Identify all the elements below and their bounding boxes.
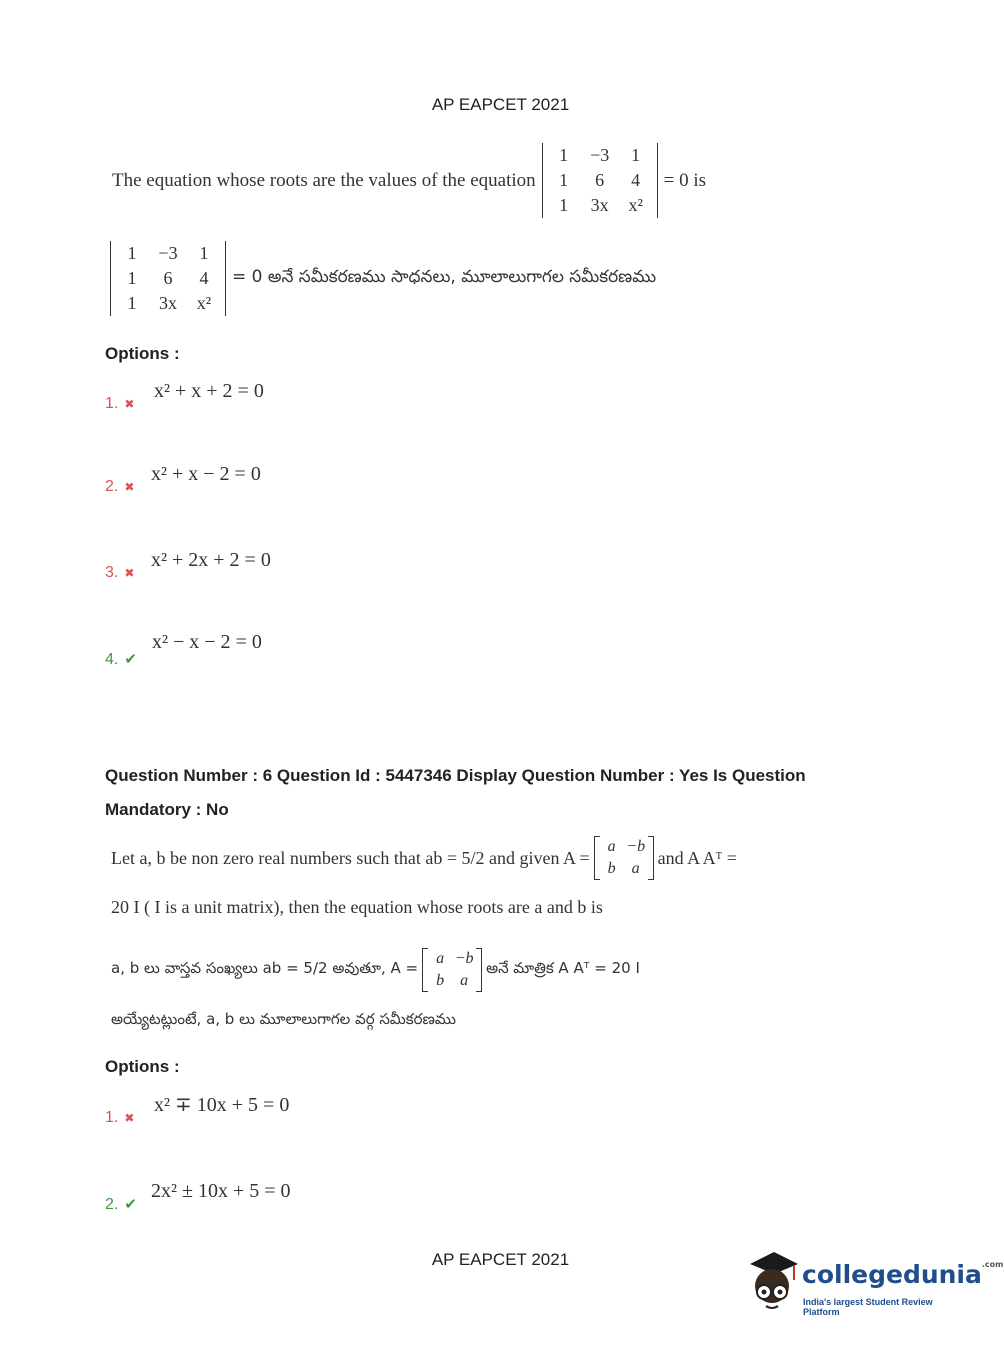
det-cell: −3 bbox=[158, 243, 178, 263]
page-footer: AP EAPCET 2021 bbox=[431, 1250, 570, 1269]
wrong-mark-icon: ✖ bbox=[124, 566, 135, 580]
question-text-telugu bbox=[110, 241, 656, 316]
question-6-english-line1 bbox=[111, 836, 737, 880]
matrix-cell: b bbox=[436, 972, 445, 989]
option-row-3 bbox=[105, 564, 134, 582]
det-cell: 1 bbox=[127, 243, 137, 263]
option-row-2 bbox=[105, 478, 134, 496]
question-text: a, b లు వాస్తవ సంఖ్యలు ab = 5/2 అవుతూ, A = bbox=[111, 959, 419, 977]
question-6-english-line2: 20 I ( I is a unit matrix), then the equation whose roots are a and b is bbox=[111, 897, 603, 917]
question-text: and A Aᵀ = bbox=[657, 847, 737, 868]
matrix-cell: a bbox=[607, 838, 616, 855]
options-label: Options : bbox=[105, 344, 180, 363]
option-number: 3. bbox=[105, 564, 119, 581]
question-meta-mandatory: Mandatory : No bbox=[105, 800, 229, 819]
option-number: 1. bbox=[105, 1109, 119, 1126]
determinant-english bbox=[542, 143, 658, 218]
wrong-mark-icon: ✖ bbox=[124, 397, 135, 411]
correct-mark-icon: ✔ bbox=[124, 1196, 137, 1213]
question-text-english bbox=[112, 143, 706, 218]
mascot-icon bbox=[742, 1250, 802, 1314]
matrix-cell: −b bbox=[454, 950, 474, 967]
option-expression: x² + x + 2 = 0 bbox=[154, 380, 264, 402]
correct-mark-icon: ✔ bbox=[124, 651, 137, 668]
det-cell: 6 bbox=[595, 170, 605, 190]
option-expression: x² + 2x + 2 = 0 bbox=[151, 549, 271, 571]
det-cell: 4 bbox=[631, 170, 641, 190]
option-number: 1. bbox=[105, 395, 119, 412]
logo-tagline: India's largest Student Review Platform bbox=[803, 1297, 933, 1317]
option-row-2 bbox=[105, 1195, 137, 1214]
page-header: AP EAPCET 2021 bbox=[431, 95, 570, 114]
question-6-telugu-line1 bbox=[111, 948, 640, 992]
det-cell: x² bbox=[628, 195, 643, 215]
det-cell: 3x bbox=[590, 195, 609, 215]
matrix-cell: a bbox=[631, 860, 640, 877]
determinant-telugu bbox=[110, 241, 226, 316]
options-label: Options : bbox=[105, 1057, 180, 1076]
det-cell: 1 bbox=[559, 145, 569, 165]
option-number: 2. bbox=[105, 1196, 119, 1213]
option-row-1 bbox=[105, 1109, 134, 1127]
wrong-mark-icon: ✖ bbox=[124, 480, 135, 494]
det-cell: 1 bbox=[127, 268, 137, 288]
det-cell: 1 bbox=[199, 243, 209, 263]
det-cell: x² bbox=[196, 293, 212, 313]
matrix-cell: b bbox=[607, 860, 616, 877]
logo-text bbox=[802, 1260, 1004, 1289]
matrix-A bbox=[594, 836, 654, 880]
matrix-cell: −b bbox=[626, 838, 646, 855]
det-cell: 1 bbox=[127, 293, 137, 313]
question-text-suffix: = 0 is bbox=[663, 169, 707, 191]
det-cell: 1 bbox=[559, 195, 569, 215]
matrix-A-telugu bbox=[422, 948, 482, 992]
wrong-mark-icon: ✖ bbox=[124, 1111, 135, 1125]
option-number: 2. bbox=[105, 478, 119, 495]
collegedunia-logo bbox=[742, 1250, 1004, 1320]
option-row-4 bbox=[105, 650, 137, 669]
question-6-telugu-line2: అయ్యేటట్లుంటే, a, b లు మూలాలుగాగల వర్గ సమీకరణము bbox=[111, 1010, 456, 1028]
det-cell: −3 bbox=[590, 145, 610, 165]
option-number: 4. bbox=[105, 651, 119, 668]
matrix-cell: a bbox=[436, 950, 445, 967]
option-expression: x² + x − 2 = 0 bbox=[151, 463, 261, 485]
option-expression: 2x² ± 10x + 5 = 0 bbox=[151, 1180, 291, 1202]
det-cell: 1 bbox=[631, 145, 641, 165]
logo-suffix: .com bbox=[981, 1260, 1004, 1269]
question-text: The equation whose roots are the values of the equation bbox=[112, 169, 536, 191]
det-cell: 6 bbox=[163, 268, 173, 288]
det-cell: 3x bbox=[159, 293, 177, 313]
question-text-telugu-suffix: = 0 అనే సమీకరణము సాధనలు, మూలాలుగాగల సమీకరణము bbox=[232, 266, 657, 287]
option-expression: x² − x − 2 = 0 bbox=[152, 631, 262, 653]
det-cell: 4 bbox=[199, 268, 209, 288]
matrix-cell: a bbox=[460, 972, 469, 989]
logo-name: collegedunia bbox=[802, 1260, 982, 1289]
question-meta: Question Number : 6 Question Id : 5447346 Display Question Number : Yes Is Question bbox=[105, 766, 806, 785]
det-cell: 1 bbox=[559, 170, 569, 190]
question-text: Let a, b be non zero real numbers such that ab = 5/2 and given A = bbox=[111, 847, 590, 868]
option-expression: x² ∓ 10x + 5 = 0 bbox=[154, 1094, 290, 1116]
option-row-1 bbox=[105, 395, 134, 413]
question-text: అనే మాత్రిక A Aᵀ = 20 I bbox=[486, 959, 640, 977]
